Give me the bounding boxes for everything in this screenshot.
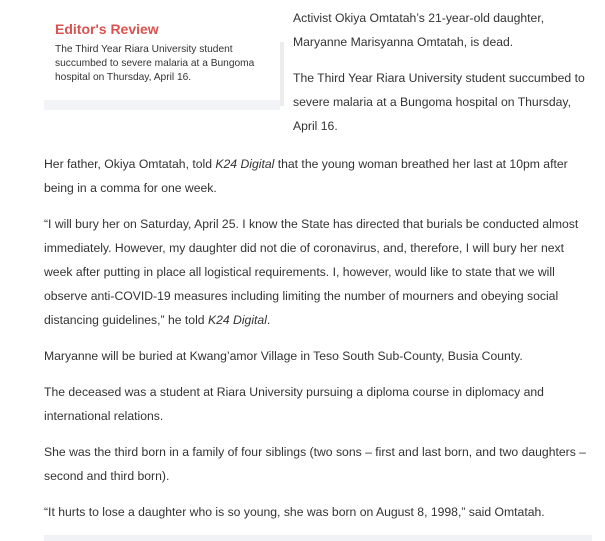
body-paragraph-4: The deceased was a student at Riara University pursuing a diploma course in diplomacy and international relations. — [44, 385, 544, 423]
editors-review-title: Editor's Review — [55, 21, 159, 37]
body-paragraph-1-text-end: that the young woman breathed her last at 10pm after being in a comma for one week. — [44, 157, 568, 195]
intro-column — [293, 6, 593, 150]
intro-paragraph-2: The Third Year Riara University student succumbed to severe malaria at a Bungoma hospital on Thursday, April 16. — [293, 71, 585, 133]
body-paragraph-6: “It hurts to lose a daughter who is so young, she was born on August 8, 1998,” said Omtatah. — [44, 505, 545, 519]
article-body — [44, 152, 592, 536]
review-bottom-strip — [44, 100, 280, 110]
body-paragraph-2-quote: “I will bury her on Saturday, April 25. I know the State has directed that burials be conducted almost immediately. However, my daughter did not die of coronavirus, and, therefore, I will bury her next week after putting in place all logistical requirements. I, however, would like to state that we will observe anti-COVID-19 measures including limiting the number of mourners and obeying social distancing guidelines,” he told — [44, 217, 579, 327]
intro-paragraph-1: Activist Okiya Omtatah’s 21-year-old daughter, Maryanne Marisyanna Omtatah, is dead. — [293, 11, 545, 49]
body-paragraph-1-text: Her father, Okiya Omtatah, told — [44, 157, 216, 171]
footer-strip — [44, 535, 592, 541]
editors-review-summary: The Third Year Riara University student succumbed to severe malaria at a Bungoma hospital on Thursday, April 16. — [55, 44, 255, 83]
body-paragraph-1 — [44, 152, 592, 200]
body-paragraph-2 — [44, 212, 592, 332]
publication-name: K24 Digital — [207, 313, 267, 327]
review-divider — [280, 42, 284, 106]
body-paragraph-5: She was the third born in a family of four siblings (two sons – first and last born, and two daughters – second and third born). — [44, 445, 586, 483]
editors-review-box — [44, 8, 280, 112]
body-paragraph-2-end: . — [266, 313, 271, 327]
body-paragraph-3: Maryanne will be buried at Kwang’amor Village in Teso South Sub-County, Busia County. — [44, 349, 523, 363]
publication-name: K24 Digital — [215, 157, 275, 171]
